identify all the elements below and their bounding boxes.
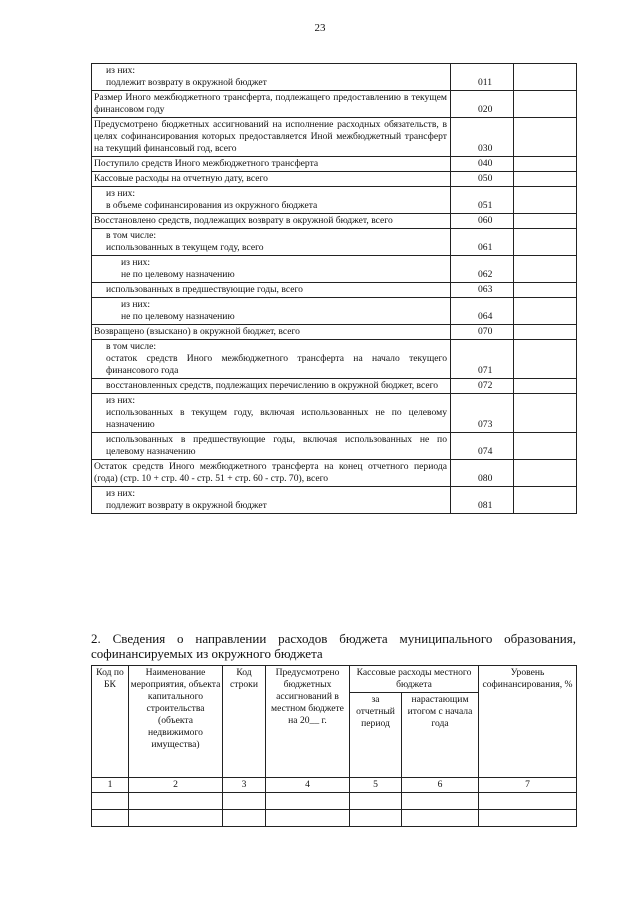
report-row-text: использованных в текущем году, всего: [106, 242, 264, 253]
column-number: 5: [350, 778, 402, 793]
column-number: 6: [402, 778, 479, 793]
report-row-code: 073: [451, 394, 514, 433]
report-row-description: [92, 229, 451, 256]
report-row-description: [92, 394, 451, 433]
report-row-description: [92, 118, 451, 157]
report-row-text: Размер Иного межбюджетного трансферта, подлежащего предоставлению в текущем финансовом году: [94, 92, 447, 115]
report-row: [92, 433, 577, 460]
report-row-text: Поступило средств Иного межбюджетного трансферта: [94, 158, 319, 169]
report-row: [92, 298, 577, 325]
report-row-value: [514, 157, 577, 172]
report-row-description: [92, 256, 451, 283]
report-row-description: [92, 325, 451, 340]
report-row: [92, 118, 577, 157]
report-row-text: из них:: [121, 299, 151, 310]
report-row: [92, 172, 577, 187]
report-row-text: из них:: [106, 188, 136, 199]
report-row-value: [514, 229, 577, 256]
report-row-text: не по целевому назначению: [121, 269, 235, 280]
report-row-value: [514, 214, 577, 229]
report-row-code: 011: [451, 64, 514, 91]
header-cash-period: за отчетный период: [350, 693, 402, 778]
report-row: [92, 379, 577, 394]
report-row-description: [92, 172, 451, 187]
report-row-text: Остаток средств Иного межбюджетного трансферта на конец отчетного периода (года) (стр. 10 + стр. 40 - стр. 51 + стр. 60 - стр. 70), всего: [94, 461, 447, 484]
report-row-text: из них:: [106, 395, 136, 406]
report-row-code: 061: [451, 229, 514, 256]
report-row: [92, 487, 577, 514]
column-number: 3: [223, 778, 266, 793]
report-row-code: 062: [451, 256, 514, 283]
report-row-description: [92, 433, 451, 460]
report-row-code: 063: [451, 283, 514, 298]
report-row: [92, 229, 577, 256]
report-row: [92, 91, 577, 118]
column-number: 4: [266, 778, 350, 793]
report-row-code: 080: [451, 460, 514, 487]
report-row-text: в объеме софинансирования из окружного бюджета: [106, 200, 318, 211]
report-row-code: 081: [451, 487, 514, 514]
report-row: [92, 394, 577, 433]
report-row-value: [514, 118, 577, 157]
report-row-code: 040: [451, 157, 514, 172]
report-row-value: [514, 379, 577, 394]
report-row-description: [92, 298, 451, 325]
header-line-code: Код строки: [223, 666, 266, 778]
report-row-value: [514, 340, 577, 379]
header-cash-cumulative: нарастающим итогом с начала года: [402, 693, 479, 778]
report-row-value: [514, 325, 577, 340]
header-cash-expenses: Кассовые расходы местного бюджета: [350, 666, 479, 693]
column-number: 7: [479, 778, 577, 793]
report-row-code: 070: [451, 325, 514, 340]
report-row-text: Возвращено (взыскано) в окружной бюджет, всего: [94, 326, 300, 337]
report-row-value: [514, 283, 577, 298]
report-row-value: [514, 91, 577, 118]
header-cofinancing-level: Уровень софинансирования, %: [479, 666, 577, 778]
report-row-code: 064: [451, 298, 514, 325]
report-row-value: [514, 394, 577, 433]
report-row: [92, 214, 577, 229]
header-name: Наименование мероприятия, объекта капитального строительства (объекта недвижимого имущества): [129, 666, 223, 778]
table-row: [92, 810, 577, 827]
report-row-description: [92, 460, 451, 487]
report-row-value: [514, 460, 577, 487]
report-row: [92, 256, 577, 283]
header-planned: Предусмотрено бюджетных ассигнований в местном бюджете на 20__ г.: [266, 666, 350, 778]
report-row-code: 074: [451, 433, 514, 460]
report-row-text: использованных в текущем году, включая использованных не по целевому назначению: [106, 407, 447, 430]
report-row-code: 051: [451, 187, 514, 214]
report-row: [92, 64, 577, 91]
page-number: 23: [314, 22, 326, 34]
report-row-text: остаток средств Иного межбюджетного трансферта на начало текущего финансового года: [106, 353, 447, 376]
report-row-text: использованных в предшествующие годы, включая использованных не по целевому назначению: [106, 434, 447, 457]
report-row-code: 030: [451, 118, 514, 157]
report-row-description: [92, 187, 451, 214]
column-number: 1: [92, 778, 129, 793]
report-row-description: [92, 157, 451, 172]
section-2-table: [91, 665, 577, 827]
report-row-text: Предусмотрено бюджетных ассигнований на исполнение расходных обязательств, в целях софинансирования которых предоставляется Иной межбюджетный трансферт на текущий финансовый год, всего: [94, 119, 447, 154]
report-row-code: 020: [451, 91, 514, 118]
section-2-heading: 2. Сведения о направлении расходов бюджета муниципального образования, софинансируемых из окружного бюджета: [91, 631, 576, 661]
report-row-description: [92, 379, 451, 394]
report-row: [92, 187, 577, 214]
report-row-text: из них:: [106, 488, 136, 499]
report-row-description: [92, 214, 451, 229]
report-row-text: из них:: [106, 65, 136, 76]
report-row-text: из них:: [121, 257, 151, 268]
report-row: [92, 460, 577, 487]
report-row-description: [92, 487, 451, 514]
report-row-text: использованных в предшествующие годы, всего: [106, 284, 303, 295]
column-number: 2: [129, 778, 223, 793]
report-row-description: [92, 64, 451, 91]
report-row-text: Кассовые расходы на отчетную дату, всего: [94, 173, 268, 184]
report-table: [91, 63, 577, 514]
table-row: [92, 793, 577, 810]
report-row-code: 071: [451, 340, 514, 379]
report-row-text: подлежит возврату в окружной бюджет: [106, 77, 267, 88]
report-row: [92, 340, 577, 379]
report-row: [92, 283, 577, 298]
report-row-text: в том числе:: [106, 341, 157, 352]
report-row-value: [514, 64, 577, 91]
report-row-description: [92, 91, 451, 118]
report-row-description: [92, 340, 451, 379]
report-row-text: подлежит возврату в окружной бюджет: [106, 500, 267, 511]
column-number-row: [92, 778, 577, 793]
report-row-code: 060: [451, 214, 514, 229]
report-row-text: не по целевому назначению: [121, 311, 235, 322]
report-row-text: Восстановлено средств, подлежащих возврату в окружной бюджет, всего: [94, 215, 393, 226]
report-row-text: восстановленных средств, подлежащих перечислению в окружной бюджет, всего: [106, 380, 439, 391]
report-row-value: [514, 187, 577, 214]
report-row-value: [514, 172, 577, 187]
report-row-value: [514, 433, 577, 460]
report-row-value: [514, 256, 577, 283]
report-row-code: 072: [451, 379, 514, 394]
report-row-text: в том числе:: [106, 230, 157, 241]
header-bk-code: Код по БК: [92, 666, 129, 778]
report-row: [92, 325, 577, 340]
report-row-value: [514, 298, 577, 325]
report-row-code: 050: [451, 172, 514, 187]
report-row-description: [92, 283, 451, 298]
report-row: [92, 157, 577, 172]
report-row-value: [514, 487, 577, 514]
